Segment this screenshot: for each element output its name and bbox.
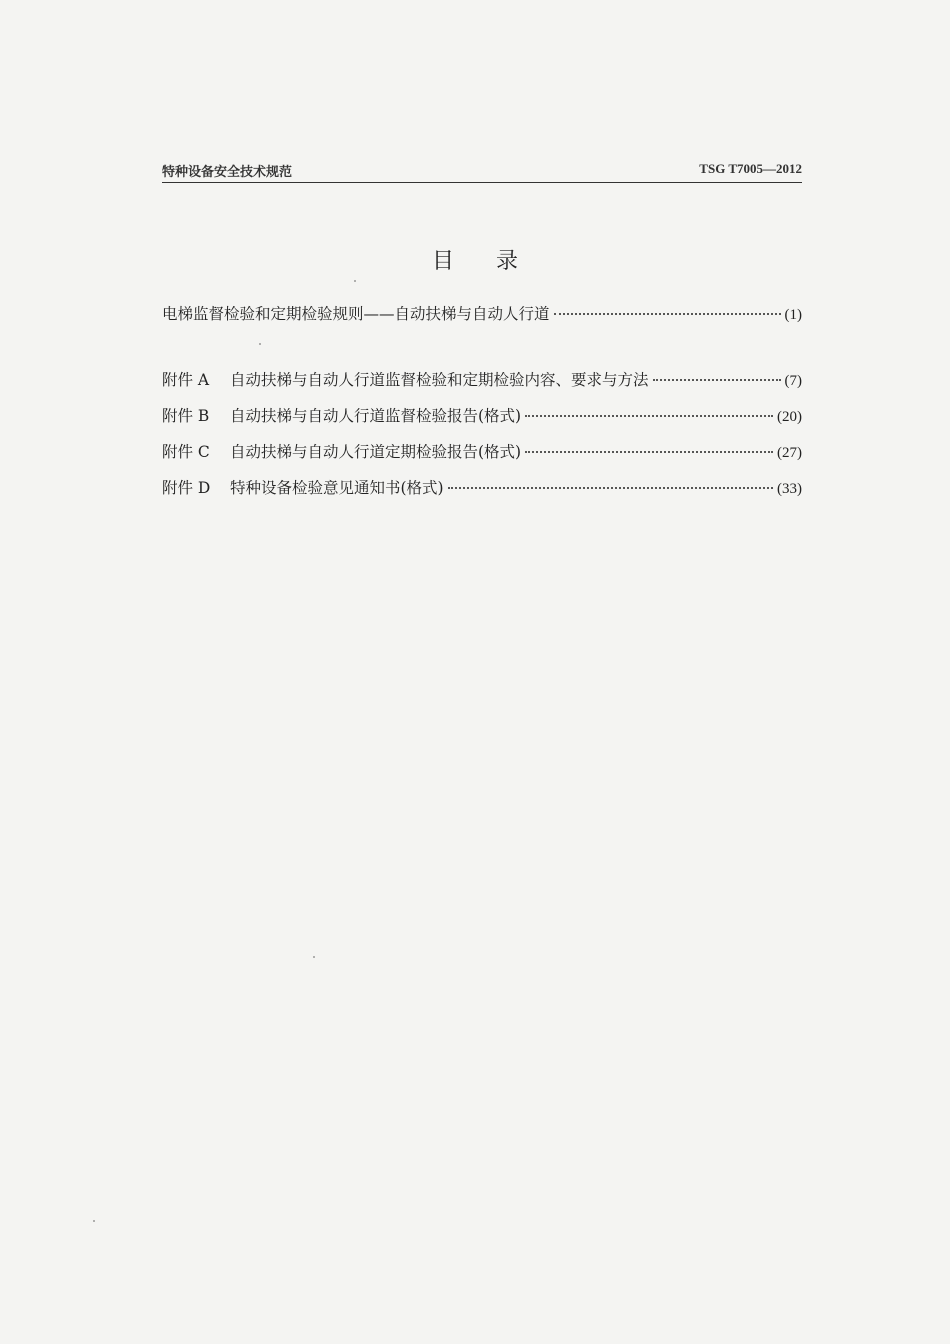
scan-speck — [259, 343, 261, 345]
toc-entry-prefix: 附件 B — [162, 407, 210, 425]
toc-entry-main-rules[interactable] — [162, 302, 802, 326]
toc-leader-dots — [525, 405, 773, 417]
toc-leader-dots — [554, 303, 781, 315]
scan-speck — [313, 956, 315, 958]
header-standard-number: TSG T7005—2012 — [699, 161, 802, 176]
toc-entry-text: 自动扶梯与自动人行道定期检验报告(格式) — [230, 443, 522, 461]
toc-entry-text: 特种设备检验意见通知书(格式) — [230, 479, 444, 497]
toc-page-number: (27) — [777, 445, 802, 461]
toc-page-number: (1) — [784, 307, 802, 323]
scan-speck — [93, 1220, 95, 1222]
toc-entry-text: 自动扶梯与自动人行道监督检验报告(格式) — [230, 407, 522, 425]
toc-entry-prefix: 附件 A — [162, 371, 210, 389]
toc-page-number: (20) — [777, 409, 802, 425]
toc-entry-prefix: 附件 D — [162, 479, 211, 497]
toc-title: 目录 — [431, 249, 560, 274]
toc-leader-dots — [525, 441, 773, 453]
toc-entry-text: 自动扶梯与自动人行道监督检验和定期检验内容、要求与方法 — [230, 371, 649, 389]
scan-speck — [354, 280, 356, 282]
toc-page-number: (33) — [777, 481, 802, 497]
toc-entry-prefix: 附件 C — [162, 443, 210, 461]
toc-leader-dots — [653, 369, 781, 381]
page-header — [162, 160, 802, 183]
header-series-title: 特种设备安全技术规范 — [162, 165, 293, 180]
toc-leader-dots — [448, 477, 773, 489]
toc-entry-appendix-b[interactable] — [162, 404, 802, 428]
toc-entry-appendix-d[interactable] — [162, 476, 802, 500]
toc-entry-appendix-c[interactable] — [162, 440, 802, 464]
toc-page-number: (7) — [784, 373, 802, 389]
toc-entry-text: 电梯监督检验和定期检验规则——自动扶梯与自动人行道 — [162, 305, 550, 323]
toc-entry-appendix-a[interactable] — [162, 368, 802, 392]
